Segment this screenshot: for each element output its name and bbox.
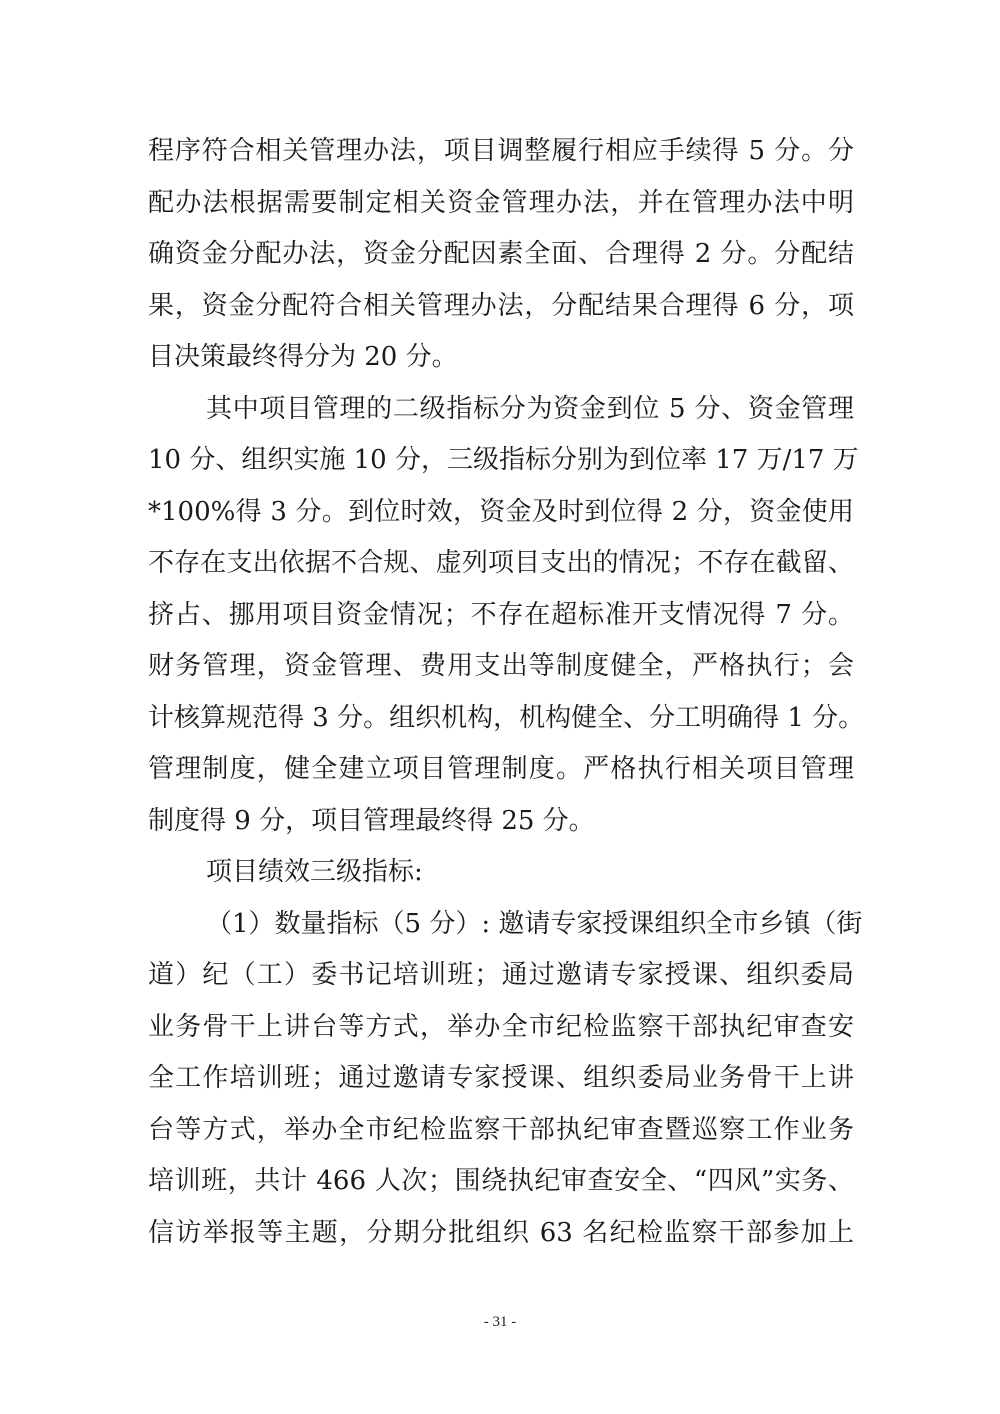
text-line: *100%得 3 分。到位时效，资金及时到位得 2 分，资金使用 [148,496,854,527]
text-line: （1）数量指标（5 分）: 邀请专家授课组织全市乡镇（街 [206,908,863,939]
text-line: 项目绩效三级指标: [206,857,423,887]
text-line: 业务骨干上讲台等方式，举办全市纪检监察干部执纪审查安 [148,1011,854,1042]
text-line: 管理制度，健全建立项目管理制度。严格执行相关项目管理 [148,754,854,784]
text-line: 其中项目管理的二级指标分为资金到位 5 分、资金管理 [206,393,854,424]
text-line: 财务管理，资金管理、费用支出等制度健全，严格执行；会 [148,651,854,681]
text-line: 果，资金分配符合相关管理办法，分配结果合理得 6 分，项 [148,290,854,321]
text-line: 培训班，共计 466 人次；围绕执纪审查安全、“四风”实务、 [148,1166,854,1196]
body-text [148,126,865,1259]
text-line: 信访举报等主题，分期分批组织 63 名纪检监察干部参加上 [148,1217,854,1248]
text-line: 配办法根据需要制定相关资金管理办法，并在管理办法中明 [148,187,854,218]
text-line: 不存在支出依据不合规、虚列项目支出的情况；不存在截留、 [148,548,854,578]
text-line: 道）纪（工）委书记培训班；通过邀请专家授课、组织委局 [148,960,854,990]
text-line: 台等方式，举办全市纪检监察干部执纪审查暨巡察工作业务 [148,1114,854,1145]
text-line: 程序符合相关管理办法，项目调整履行相应手续得 5 分。分 [148,136,854,166]
text-line: 10 分、组织实施 10 分，三级指标分别为到位率 17 万/17 万 [148,445,859,475]
text-line: 全工作培训班；通过邀请专家授课、组织委局业务骨干上讲 [148,1063,854,1093]
text-line: 计核算规范得 3 分。组织机构，机构健全、分工明确得 1 分。 [148,702,865,733]
text-line: 确资金分配办法，资金分配因素全面、合理得 2 分。分配结 [148,239,854,269]
page-number: - 31 - [483,1314,517,1330]
text-line: 制度得 9 分，项目管理最终得 25 分。 [148,805,595,836]
text-line: 目决策最终得分为 20 分。 [148,342,458,372]
text-line: 挤占、挪用项目资金情况；不存在超标准开支情况得 7 分。 [148,599,854,630]
